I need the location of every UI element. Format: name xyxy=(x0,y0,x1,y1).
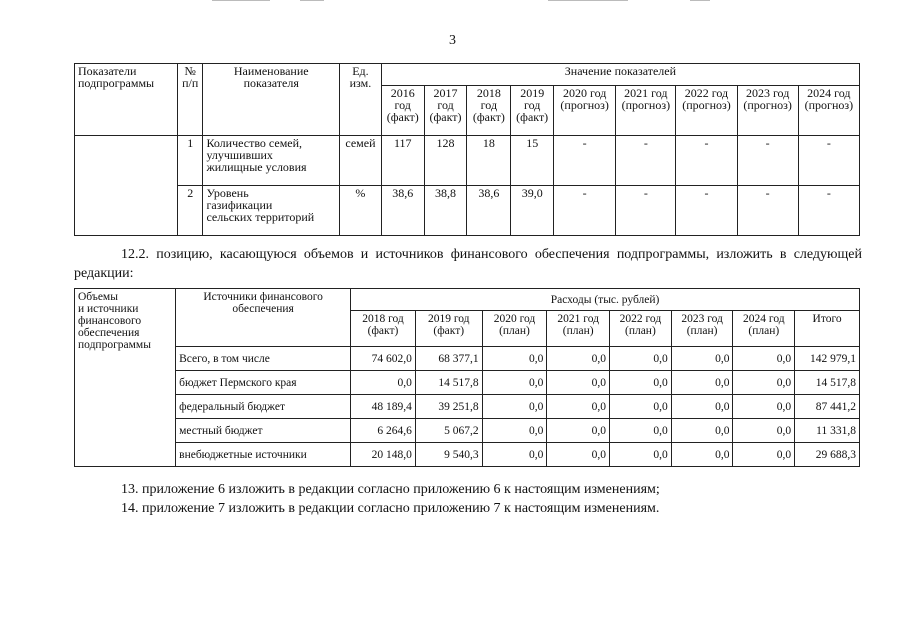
expense-value: 0,0 xyxy=(733,395,795,419)
indicator-value: - xyxy=(798,186,859,236)
expense-value: 5 067,2 xyxy=(415,419,482,443)
expense-value: 39 251,8 xyxy=(415,395,482,419)
indicator-value: 117 xyxy=(381,136,424,186)
indicator-value: 18 xyxy=(467,136,511,186)
indicator-name: Количество семей, улучшивших жилищные условия xyxy=(203,136,340,186)
expense-value: 0,0 xyxy=(482,371,547,395)
expense-value: 0,0 xyxy=(482,419,547,443)
scan-line xyxy=(690,0,710,1)
expense-value: 0,0 xyxy=(610,371,672,395)
expense-value: 0,0 xyxy=(547,347,610,371)
header-year: 2022 год (прогноз) xyxy=(676,86,737,136)
expense-value: 0,0 xyxy=(610,347,672,371)
expense-value: 0,0 xyxy=(610,395,672,419)
expense-total: 14 517,8 xyxy=(795,371,860,395)
expense-value: 0,0 xyxy=(610,443,672,467)
table-row xyxy=(75,395,860,419)
header-unit: Ед. изм. xyxy=(340,64,382,136)
header-year: 2018 год (факт) xyxy=(351,311,416,347)
header-year: 2023 год (прогноз) xyxy=(737,86,798,136)
expense-value: 0,0 xyxy=(610,419,672,443)
header-expenses: Расходы (тыс. рублей) xyxy=(351,289,860,311)
expense-value: 6 264,6 xyxy=(351,419,416,443)
indicator-value: 39,0 xyxy=(511,186,554,236)
header-year: 2022 год (план) xyxy=(610,311,672,347)
indicator-name: Уровень газификации сельских территорий xyxy=(203,186,340,236)
expense-value: 9 540,3 xyxy=(415,443,482,467)
indicator-value: - xyxy=(554,186,616,236)
header-year: 2024 год (прогноз) xyxy=(798,86,859,136)
header-number: № п/п xyxy=(177,64,202,136)
header-indicators: Показатели подпрограммы xyxy=(75,64,178,136)
indicator-value: - xyxy=(616,186,676,236)
row-number: 1 xyxy=(177,136,202,186)
header-indicator-name: Наименование показателя xyxy=(203,64,340,136)
indicator-value: 15 xyxy=(511,136,554,186)
expense-value: 0,0 xyxy=(482,443,547,467)
expense-value: 48 189,4 xyxy=(351,395,416,419)
expense-value: 0,0 xyxy=(671,443,733,467)
expense-value: 0,0 xyxy=(547,371,610,395)
finance-table xyxy=(74,288,860,467)
expense-total: 11 331,8 xyxy=(795,419,860,443)
expense-value: 0,0 xyxy=(671,419,733,443)
indicators-table xyxy=(74,63,860,236)
expense-value: 0,0 xyxy=(733,371,795,395)
table-row xyxy=(75,186,860,236)
expense-value: 0,0 xyxy=(733,347,795,371)
expense-total: 142 979,1 xyxy=(795,347,860,371)
page-number: 3 xyxy=(449,33,456,48)
header-year: 2020 год (прогноз) xyxy=(554,86,616,136)
expense-value: 0,0 xyxy=(482,347,547,371)
table-row xyxy=(75,371,860,395)
indicator-value: - xyxy=(737,136,798,186)
header-year: 2023 год (план) xyxy=(671,311,733,347)
paragraph-12-2: 12.2. позицию, касающуюся объемов и источников финансового обеспечения подпрограммы, изложить в следующей редакции: xyxy=(74,247,862,281)
expense-value: 0,0 xyxy=(547,395,610,419)
funding-source: местный бюджет xyxy=(176,419,351,443)
header-year: 2021 год (прогноз) xyxy=(616,86,676,136)
header-year: 2019 год (факт) xyxy=(415,311,482,347)
header-indicator-values: Значение показателей xyxy=(381,64,859,86)
funding-source: внебюджетные источники xyxy=(176,443,351,467)
expense-value: 14 517,8 xyxy=(415,371,482,395)
table-row xyxy=(75,443,860,467)
funding-source: Всего, в том числе xyxy=(176,347,351,371)
header-year: 2021 год (план) xyxy=(547,311,610,347)
expense-value: 0,0 xyxy=(733,443,795,467)
expense-value: 0,0 xyxy=(482,395,547,419)
indicator-value: 38,8 xyxy=(424,186,467,236)
table-row xyxy=(75,136,860,186)
expense-value: 20 148,0 xyxy=(351,443,416,467)
expense-value: 0,0 xyxy=(671,347,733,371)
indicator-unit: % xyxy=(340,186,382,236)
header-year: 2024 год (план) xyxy=(733,311,795,347)
expense-total: 29 688,3 xyxy=(795,443,860,467)
indicator-unit: семей xyxy=(340,136,382,186)
empty-cell xyxy=(75,136,178,236)
indicator-value: - xyxy=(554,136,616,186)
indicator-value: 38,6 xyxy=(467,186,511,236)
paragraph-13: 13. приложение 6 изложить в редакции согласно приложению 6 к настоящим изменениям; xyxy=(121,482,660,497)
funding-source: бюджет Пермского края xyxy=(176,371,351,395)
scan-line xyxy=(548,0,628,1)
scan-line xyxy=(212,0,270,1)
row-number: 2 xyxy=(177,186,202,236)
expense-value: 0,0 xyxy=(547,419,610,443)
indicator-value: - xyxy=(676,136,737,186)
expense-value: 74 602,0 xyxy=(351,347,416,371)
paragraph-14: 14. приложение 7 изложить в редакции согласно приложению 7 к настоящим изменениям. xyxy=(121,501,660,516)
expense-value: 0,0 xyxy=(547,443,610,467)
header-year: 2017 год (факт) xyxy=(424,86,467,136)
indicator-value: 38,6 xyxy=(381,186,424,236)
indicator-value: - xyxy=(616,136,676,186)
expense-total: 87 441,2 xyxy=(795,395,860,419)
header-year: 2019 год (факт) xyxy=(511,86,554,136)
funding-source: федеральный бюджет xyxy=(176,395,351,419)
header-year: 2020 год (план) xyxy=(482,311,547,347)
header-funding-volumes: Объемы и источники финансового обеспечения подпрограммы xyxy=(75,289,176,467)
indicator-value: - xyxy=(676,186,737,236)
expense-value: 0,0 xyxy=(671,371,733,395)
indicator-value: - xyxy=(737,186,798,236)
table-row xyxy=(75,419,860,443)
table-row xyxy=(75,347,860,371)
expense-value: 0,0 xyxy=(671,395,733,419)
expense-value: 68 377,1 xyxy=(415,347,482,371)
header-funding-sources: Источники финансового обеспечения xyxy=(176,289,351,347)
header-year: 2018 год (факт) xyxy=(467,86,511,136)
indicator-value: - xyxy=(798,136,859,186)
scan-line xyxy=(300,0,324,1)
expense-value: 0,0 xyxy=(733,419,795,443)
header-total: Итого xyxy=(795,311,860,347)
header-year: 2016 год (факт) xyxy=(381,86,424,136)
expense-value: 0,0 xyxy=(351,371,416,395)
indicator-value: 128 xyxy=(424,136,467,186)
